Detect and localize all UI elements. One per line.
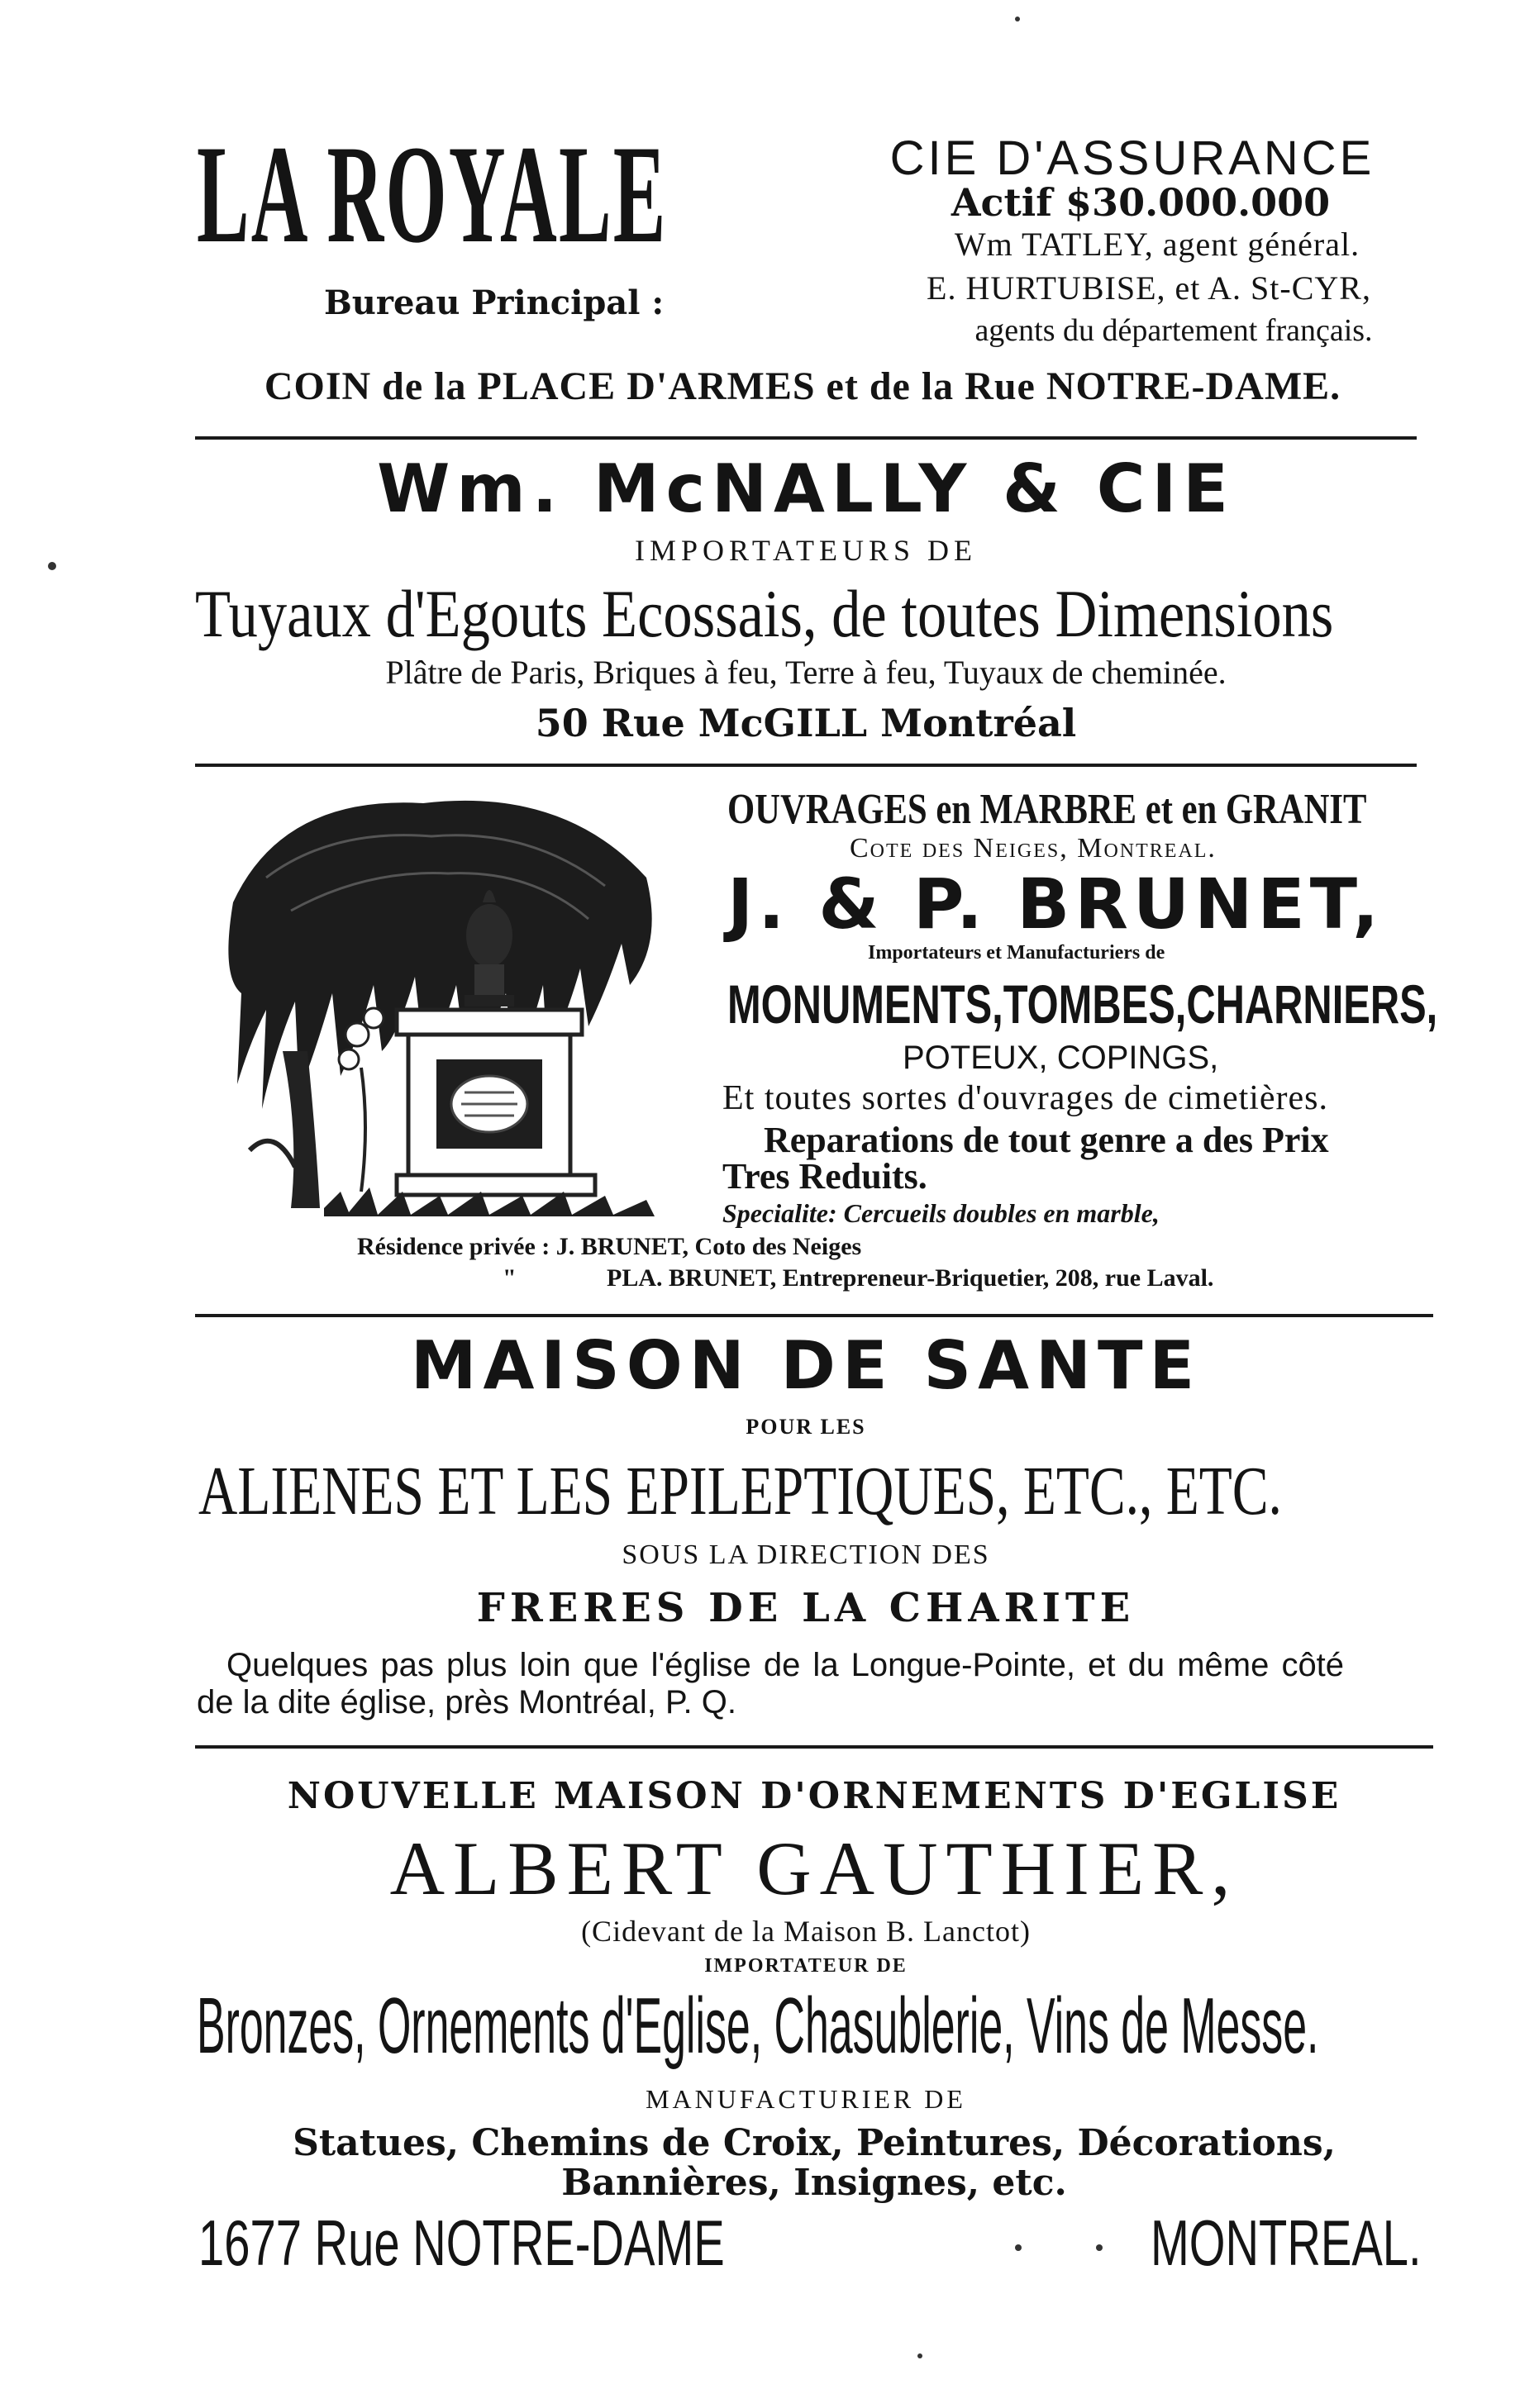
assets-line: Actif $30.000.000 (951, 180, 1331, 225)
royale-address: COIN de la PLACE D'ARMES et de la Rue NOTRE-DAME. (264, 364, 1341, 408)
sante-freres-line: FRERES DE LA CHARITE (476, 1585, 1136, 1631)
gauthier-title: ALBERT GAUTHIER, (389, 1826, 1239, 1911)
mcnally-address: 50 Rue McGILL Montréal (535, 701, 1077, 745)
brunet-repairs-line-1: Reparations de tout genre a des Prix (764, 1120, 1329, 1160)
gauthier-products-line: Bronzes, Ornements d'Eglise, Chasublerie, Vins de Messe. (197, 1982, 1319, 2070)
bureau-principal-label: Bureau Principal : (324, 283, 665, 322)
brunet-residence-line-2: PLA. BRUNET, Entrepreneur-Briquetier, 208, rue Laval. (607, 1264, 1214, 1292)
la-royale-title: LA ROYALE (197, 117, 668, 272)
print-speck (1015, 17, 1020, 21)
brunet-specialty-line: Specialite: Cercueils doubles en marble, (722, 1198, 1160, 1228)
agents-department-line: agents du département français. (974, 313, 1373, 348)
gauthier-statues-line-2: Bannières, Insignes, etc. (561, 2162, 1067, 2204)
mcnally-tuyaux-line: Tuyaux d'Egouts Ecossais, de toutes Dimensions (195, 576, 1334, 651)
mcnally-importers-label: IMPORTATEURS DE (635, 534, 977, 567)
sante-location-line-1: Quelques pas plus loin que l'église de la Longue-Pointe, et du même côté (226, 1647, 1345, 1683)
gauthier-statues-line-1: Statues, Chemins de Croix, Peintures, Décorations, (293, 2122, 1336, 2164)
print-speck (917, 2353, 922, 2358)
brunet-residence-ditto-mark: " (503, 1264, 517, 1292)
brunet-title: J. & P. BRUNET, (727, 864, 1384, 945)
divider (195, 1314, 1433, 1317)
mcnally-title: Wm. McNALLY & CIE (377, 450, 1235, 527)
mcnally-products-line: Plâtre de Paris, Briques à feu, Terre à feu, Tuyaux de cheminée. (385, 654, 1227, 691)
gauthier-manufacturer-label: MANUFACTURIER DE (646, 2084, 966, 2114)
general-agent-line: Wm TATLEY, agent général. (954, 226, 1360, 263)
gauthier-address: 1677 Rue NOTRE-DAME (198, 2206, 725, 2279)
sante-title: MAISON DE SANTE (410, 1327, 1202, 1404)
brunet-works-line: OUVRAGES en MARBRE et en GRANIT (727, 786, 1367, 833)
gauthier-former-line: (Cidevant de la Maison B. Lanctot) (581, 1915, 1031, 1948)
gauthier-city: MONTREAL. (1151, 2206, 1422, 2279)
divider (195, 436, 1417, 440)
gauthier-header: NOUVELLE MAISON D'ORNEMENTS D'EGLISE (287, 1775, 1341, 1817)
print-speck (1015, 2244, 1022, 2251)
insurance-company-name: CIE D'ASSURANCE (889, 131, 1375, 185)
brunet-location: Cote des Neiges, Montreal. (850, 833, 1217, 864)
willow-monument-illustration (217, 778, 679, 1225)
brunet-monuments-line: MONUMENTS,TOMBES,CHARNIERS, (727, 973, 1438, 1035)
gauthier-importer-label: IMPORTATEUR DE (704, 1955, 908, 1977)
brunet-residence-line-1: Résidence privée : J. BRUNET, Coto des Neiges (357, 1233, 862, 1260)
sante-location-line-2: de la dite église, près Montréal, P. Q. (197, 1684, 736, 1720)
brunet-repairs-line-2: Tres Reduits. (722, 1156, 927, 1197)
brunet-importers-label: Importateurs et Manufacturiers de (868, 942, 1165, 964)
sante-pour-les: POUR LES (746, 1415, 866, 1439)
divider (195, 764, 1417, 767)
agents-names-line: E. HURTUBISE, et A. St-CYR, (927, 269, 1371, 307)
sante-direction-line: SOUS LA DIRECTION DES (622, 1540, 990, 1570)
brunet-cemetery-line: Et toutes sortes d'ouvrages de cimetières. (722, 1079, 1329, 1117)
divider (195, 1745, 1433, 1749)
print-speck (48, 562, 56, 570)
sante-alienes-line: ALIENES ET LES EPILEPTIQUES, ETC., ETC. (198, 1453, 1282, 1530)
print-speck (1096, 2244, 1103, 2251)
brunet-poteux-line: POTEUX, COPINGS, (903, 1040, 1219, 1076)
